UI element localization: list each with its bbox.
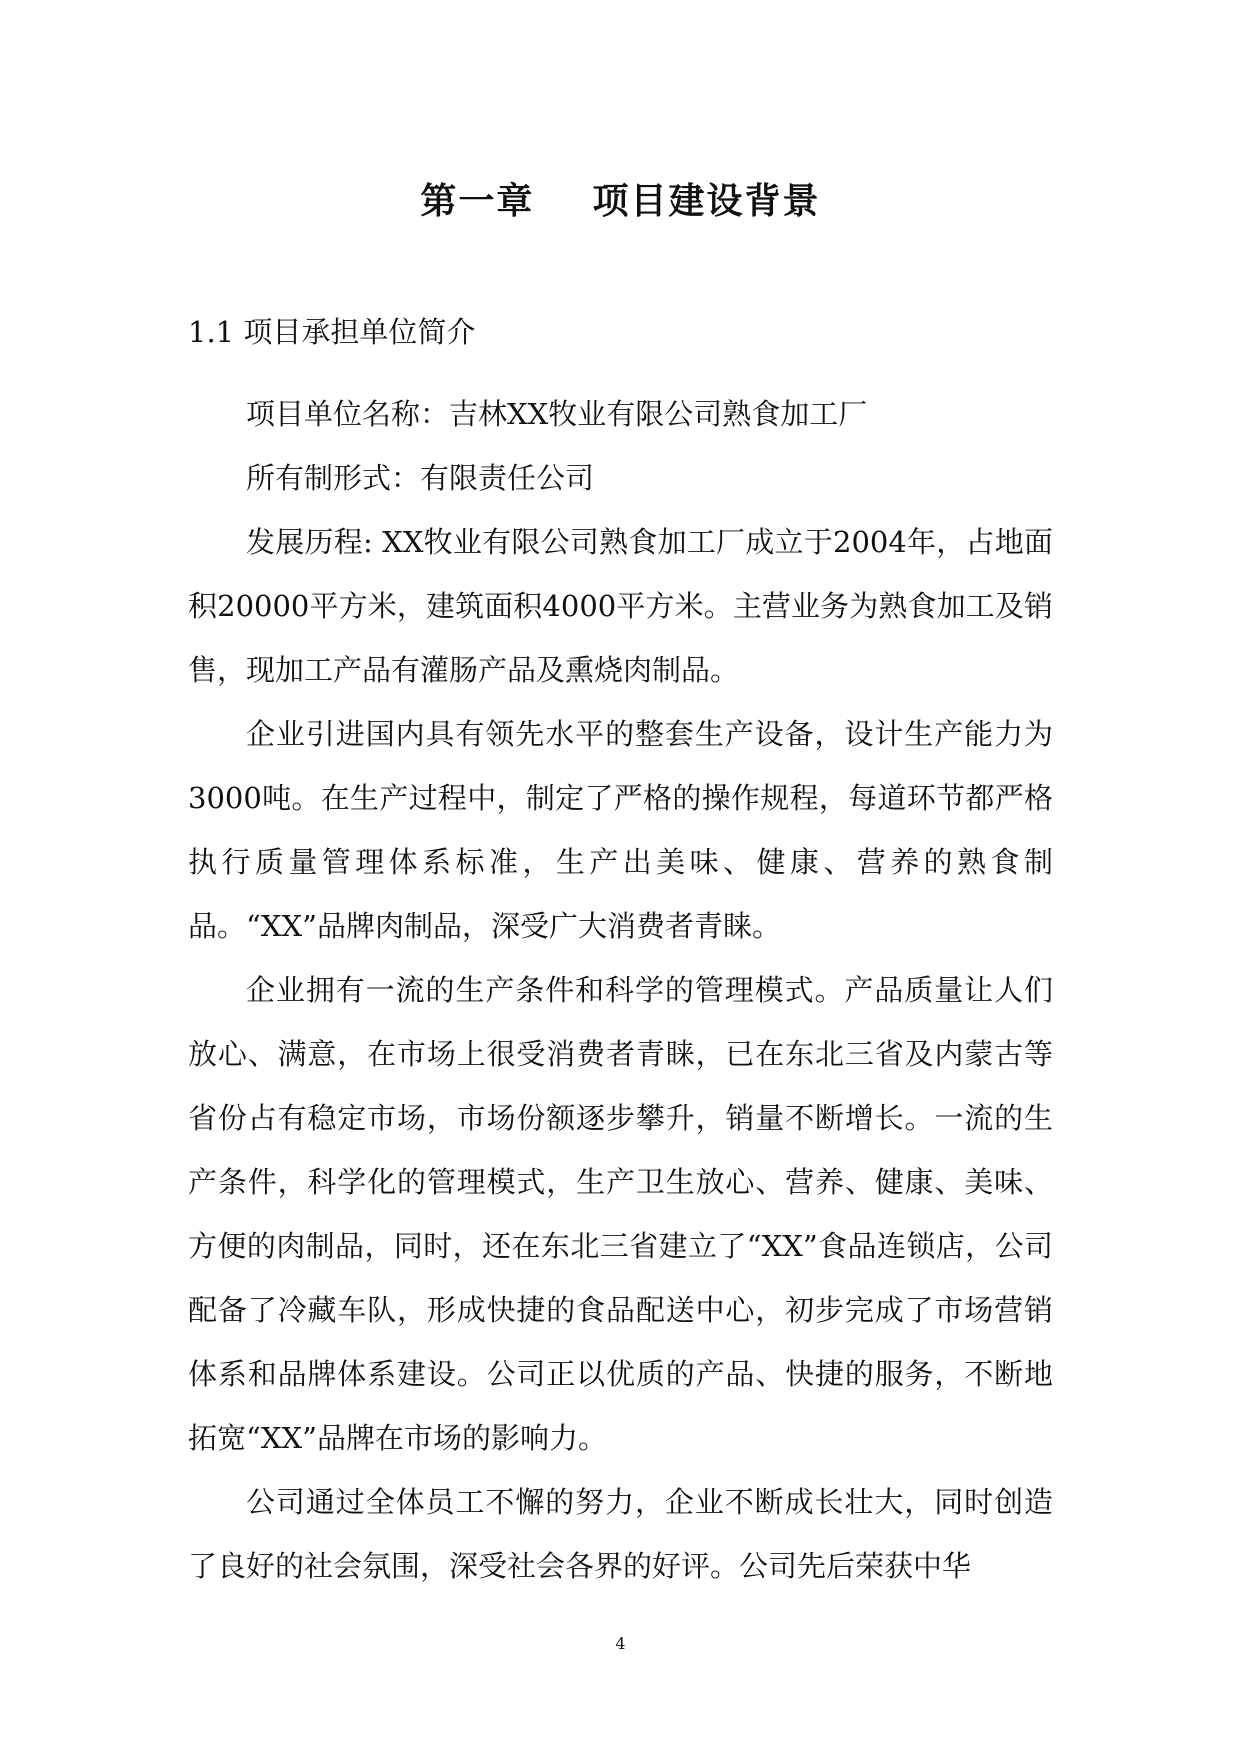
body-text bbox=[188, 382, 1053, 1598]
paragraph-ownership: 所有制形式：有限责任公司 bbox=[246, 461, 595, 495]
paragraph-reputation: 公司通过全体员工不懈的努力，企业不断成长壮大，同时创造了良好的社会氛围，深受社会各界的好评。公司先后荣获中华 bbox=[188, 1485, 1053, 1583]
paragraph-history: 发展历程: XX牧业有限公司熟食加工厂成立于2004年，占地面积20000平方米，建筑面积4000平方米。主营业务为熟食加工及销售，现加工产品有灌肠产品及熏烧肉制品。 bbox=[188, 525, 1053, 687]
paragraph-management: 企业拥有一流的生产条件和科学的管理模式。产品质量让人们放心、满意，在市场上很受消费者青睐，已在东北三省及内蒙古等省份占有稳定市场，市场份额逐步攀升，销量不断增长。一流的生产条件，科学化的管理模式，生产卫生放心、营养、健康、美味、方便的肉制品，同时，还在东北三省建立了“XX”食品连锁店，公司配备了冷藏车队，形成快捷的食品配送中心，初步完成了市场营销体系和品牌体系建设。公司正以优质的产品、快捷的服务，不断地拓宽“XX”品牌在市场的影响力。 bbox=[188, 973, 1053, 1455]
paragraph-unit-name: 项目单位名称：吉林XX牧业有限公司熟食加工厂 bbox=[246, 397, 868, 431]
section-heading: 1.1 项目承担单位简介 bbox=[188, 315, 476, 349]
chapter-title: 第一章 项目建设背景 bbox=[420, 181, 821, 222]
page-number: 4 bbox=[615, 1634, 626, 1653]
paragraph-equipment: 企业引进国内具有领先水平的整套生产设备，设计生产能力为3000吨。在生产过程中，制定了严格的操作规程，每道环节都严格执行质量管理体系标准，生产出美味、健康、营养的熟食制品。“XX”品牌肉制品，深受广大消费者青睐。 bbox=[188, 717, 1053, 943]
